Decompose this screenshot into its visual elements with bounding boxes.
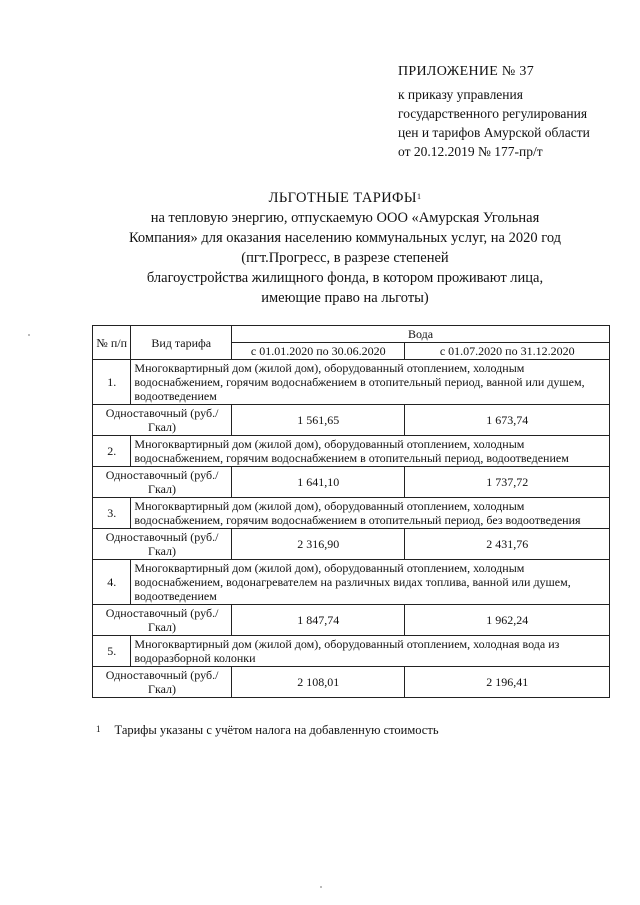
row-value1: 1 641,10 [232,467,405,498]
row-value2: 1 737,72 [405,467,610,498]
tariffs-table [92,325,610,698]
header-period2: с 01.07.2020 по 31.12.2020 [405,343,610,360]
header-kind: Вид тарифа [131,326,232,360]
row-tariff-label: Одноставочный (руб./Гкал) [93,405,232,436]
appendix-line: цен и тарифов Амурской области [398,125,590,140]
appendix-line: государственного регулирования [398,106,588,121]
heading-line: (пгт.Прогресс, в разрезе степеней [241,250,449,266]
table-row-description [93,560,610,605]
table-row-description [93,498,610,529]
row-num: 3. [93,498,131,529]
footnote [96,723,439,738]
footnote-mark: 1 [96,724,101,734]
row-value1: 2 108,01 [232,667,405,698]
appendix-line: от 20.12.2019 № 177-пр/т [398,144,543,159]
row-value1: 1 561,65 [232,405,405,436]
scan-speck [320,886,322,888]
row-value2: 1 673,74 [405,405,610,436]
heading-line: на тепловую энергию, отпускаемую ООО «Амурская Угольная [150,210,540,226]
heading-footnote-ref: 1 [416,192,422,201]
table-row-values [93,605,610,636]
row-description: Многоквартирный дом (жилой дом), оборудованный отоплением, холодным водоснабжением, горячим водоснабжением в отопительный период, ванной или душем, водоотведением [131,360,610,405]
heading-title-line [110,188,580,208]
row-num: 2. [93,436,131,467]
table-row-values [93,667,610,698]
table-row-values [93,529,610,560]
heading-line: Компания» для оказания населению коммунальных услуг, на 2020 год [128,230,562,246]
row-tariff-label: Одноставочный (руб./Гкал) [93,529,232,560]
table-row-description [93,636,610,667]
heading-line: благоустройства жилищного фонда, в котором проживают лица, [146,270,544,286]
row-tariff-label: Одноставочный (руб./Гкал) [93,667,232,698]
appendix-title: ПРИЛОЖЕНИЕ № 37 [398,64,534,79]
row-description: Многоквартирный дом (жилой дом), оборудованный отоплением, холодная вода из водоразборной колонки [131,636,610,667]
table-row-description [93,360,610,405]
row-tariff-label: Одноставочный (руб./Гкал) [93,605,232,636]
row-description: Многоквартирный дом (жилой дом), оборудованный отоплением, холодным водоснабжением, водонагревателем на различных видах топлива, ванной или душем, водоотведением [131,560,610,605]
footnote-text: Тарифы указаны с учётом налога на добавленную стоимость [114,723,439,737]
row-num: 1. [93,360,131,405]
row-value1: 2 316,90 [232,529,405,560]
row-value2: 1 962,24 [405,605,610,636]
row-description: Многоквартирный дом (жилой дом), оборудованный отоплением, холодным водоснабжением, горячим водоснабжением в отопительный период, без водоотведения [131,498,610,529]
header-num: № п/п [93,326,131,360]
row-tariff-label: Одноставочный (руб./Гкал) [93,467,232,498]
heading-line: имеющие право на льготы) [261,290,429,306]
scan-speck [28,334,30,336]
table-row-values [93,467,610,498]
heading-title: ЛЬГОТНЫЕ ТАРИФЫ [268,190,417,206]
row-value2: 2 196,41 [405,667,610,698]
document-heading [110,188,580,308]
table-header-row [93,326,610,343]
header-group: Вода [232,326,610,343]
row-num: 4. [93,560,131,605]
row-value2: 2 431,76 [405,529,610,560]
appendix-block [398,62,628,161]
table-row-values [93,405,610,436]
appendix-line: к приказу управления [398,87,523,102]
row-num: 5. [93,636,131,667]
header-period1: с 01.01.2020 по 30.06.2020 [232,343,405,360]
row-description: Многоквартирный дом (жилой дом), оборудованный отоплением, холодным водоснабжением, горячим водоснабжением в отопительный период, водоотведением [131,436,610,467]
table-row-description [93,436,610,467]
row-value1: 1 847,74 [232,605,405,636]
